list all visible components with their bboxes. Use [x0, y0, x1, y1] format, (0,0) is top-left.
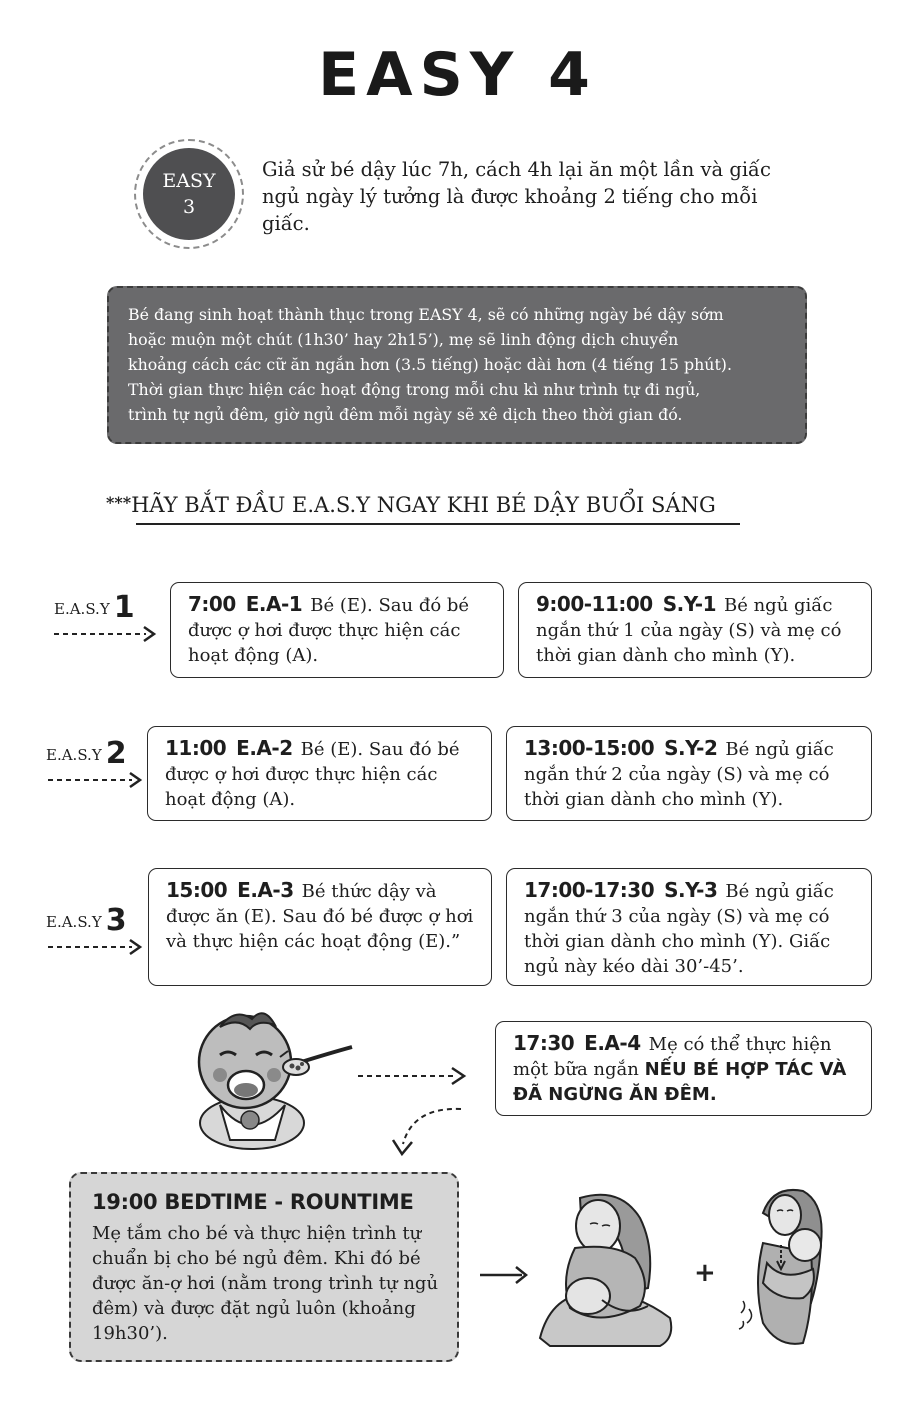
bedtime-heading: 19:00 BEDTIME - ROUNTIME — [92, 1190, 414, 1214]
baby-eating-illustration — [180, 1005, 355, 1150]
card-code: S.Y-3 — [664, 878, 718, 902]
card-code: S.Y-1 — [662, 592, 716, 616]
dashed-arrow-icon — [354, 1064, 470, 1088]
card-time: 7:00 — [188, 592, 236, 616]
dashed-arrow-icon — [46, 937, 146, 957]
mother-nursing-illustration — [530, 1188, 680, 1350]
card-code: E.A-3 — [237, 878, 294, 902]
note-line: Thời gian thực hiện các hoạt động trong mỗi chu kì như trình tự đi ngủ, — [128, 380, 701, 399]
row-label-text: E.A.S.Y — [46, 746, 102, 764]
ea-3-card — [148, 868, 492, 986]
page-title: EASY 4 — [318, 40, 597, 110]
card-code: E.A-4 — [584, 1031, 641, 1055]
card-text: Mẹ có thể thực hiện một bữa ngắn — [513, 1034, 832, 1080]
row-number: 3 — [105, 903, 127, 938]
dashed-arrow-icon — [46, 770, 146, 790]
badge-line-2: 3 — [182, 196, 196, 218]
heading-stars: *** — [106, 493, 132, 512]
card-time: 13:00-15:00 — [524, 736, 655, 760]
ea-1-card — [170, 582, 504, 678]
mother-holding-baby-illustration — [733, 1183, 833, 1353]
sy-3-card — [506, 868, 872, 986]
dashed-arrow-icon — [52, 624, 160, 644]
card-code: E.A-1 — [245, 592, 303, 616]
section-heading — [106, 493, 716, 517]
arrow-right-icon — [478, 1263, 532, 1287]
card-text: Bé ngủ giấc ngắn thứ 2 của ngày (S) và mẹ có thời gian dành cho mình (Y). — [524, 739, 834, 810]
curved-dashed-arrow-icon — [385, 1104, 467, 1160]
row-label-text: E.A.S.Y — [46, 913, 102, 931]
intro-text: Giả sử bé dậy lúc 7h, cách 4h lại ăn một lần và giấc ngủ ngày lý tưởng là được khoảng 2 tiếng cho mỗi giấc. — [262, 158, 771, 235]
card-emphasis: NẾU BÉ HỢP TÁC VÀ ĐÃ NGỪNG ĂN ĐÊM. — [513, 1059, 847, 1105]
heading-underline — [136, 523, 740, 525]
heading-text: HÃY BẮT ĐẦU E.A.S.Y NGAY KHI BÉ DẬY BUỔI SÁNG — [131, 493, 716, 517]
row-label-2 — [46, 736, 127, 771]
card-text: Bé (E). Sau đó bé được ợ hơi được thực hiện các hoạt động (A). — [188, 595, 470, 666]
sy-2-card — [506, 726, 872, 821]
card-time: 17:30 — [513, 1031, 575, 1055]
easy-3-badge — [143, 148, 235, 240]
bedtime-text: Mẹ tắm cho bé và thực hiện trình tự chuẩn bị cho bé ngủ đêm. Khi đó bé được ăn-ợ hơi (nằm trong trình tự ngủ đêm) và được đặt ngủ luôn (khoảng 19h30’). — [92, 1223, 439, 1344]
ea-4-card — [495, 1021, 872, 1116]
ea-2-card — [147, 726, 492, 821]
row-label-1 — [54, 590, 135, 625]
card-text: Bé ngủ giấc ngắn thứ 3 của ngày (S) và mẹ có thời gian dành cho mình (Y). Giấc ngủ này kéo dài 30’-45’. — [524, 881, 834, 977]
card-code: E.A-2 — [236, 736, 293, 760]
note-line: khoảng cách các cữ ăn ngắn hơn (3.5 tiếng) hoặc dài hơn (4 tiếng 15 phút). — [128, 355, 732, 374]
row-number: 1 — [113, 590, 135, 625]
card-text: Bé ngủ giấc ngắn thứ 1 của ngày (S) và mẹ có thời gian dành cho mình (Y). — [536, 595, 842, 666]
note-line: Bé đang sinh hoạt thành thục trong EASY 4, sẽ có những ngày bé dậy sớm — [128, 305, 724, 324]
note-line: trình tự ngủ đêm, giờ ngủ đêm mỗi ngày sẽ xê dịch theo thời gian đó. — [128, 405, 683, 424]
row-label-text: E.A.S.Y — [54, 600, 110, 618]
badge-line-1: EASY — [162, 170, 216, 192]
card-time: 15:00 — [166, 878, 228, 902]
note-line: hoặc muộn một chút (1h30’ hay 2h15’), mẹ sẽ linh động dịch chuyển — [128, 330, 679, 349]
card-time: 11:00 — [165, 736, 227, 760]
bedtime-box — [69, 1172, 459, 1362]
card-time: 9:00-11:00 — [536, 592, 653, 616]
row-number: 2 — [105, 736, 127, 771]
row-label-3 — [46, 903, 127, 938]
card-text: Bé thức dậy và được ăn (E). Sau đó bé được ợ hơi và thực hiện các hoạt động (E).” — [166, 881, 474, 952]
card-code: S.Y-2 — [664, 736, 718, 760]
card-time: 17:00-17:30 — [524, 878, 655, 902]
note-box — [107, 286, 807, 444]
plus-sign: + — [694, 1258, 716, 1288]
sy-1-card — [518, 582, 872, 678]
card-text: Bé (E). Sau đó bé được ợ hơi được thực hiện các hoạt động (A). — [165, 739, 460, 810]
